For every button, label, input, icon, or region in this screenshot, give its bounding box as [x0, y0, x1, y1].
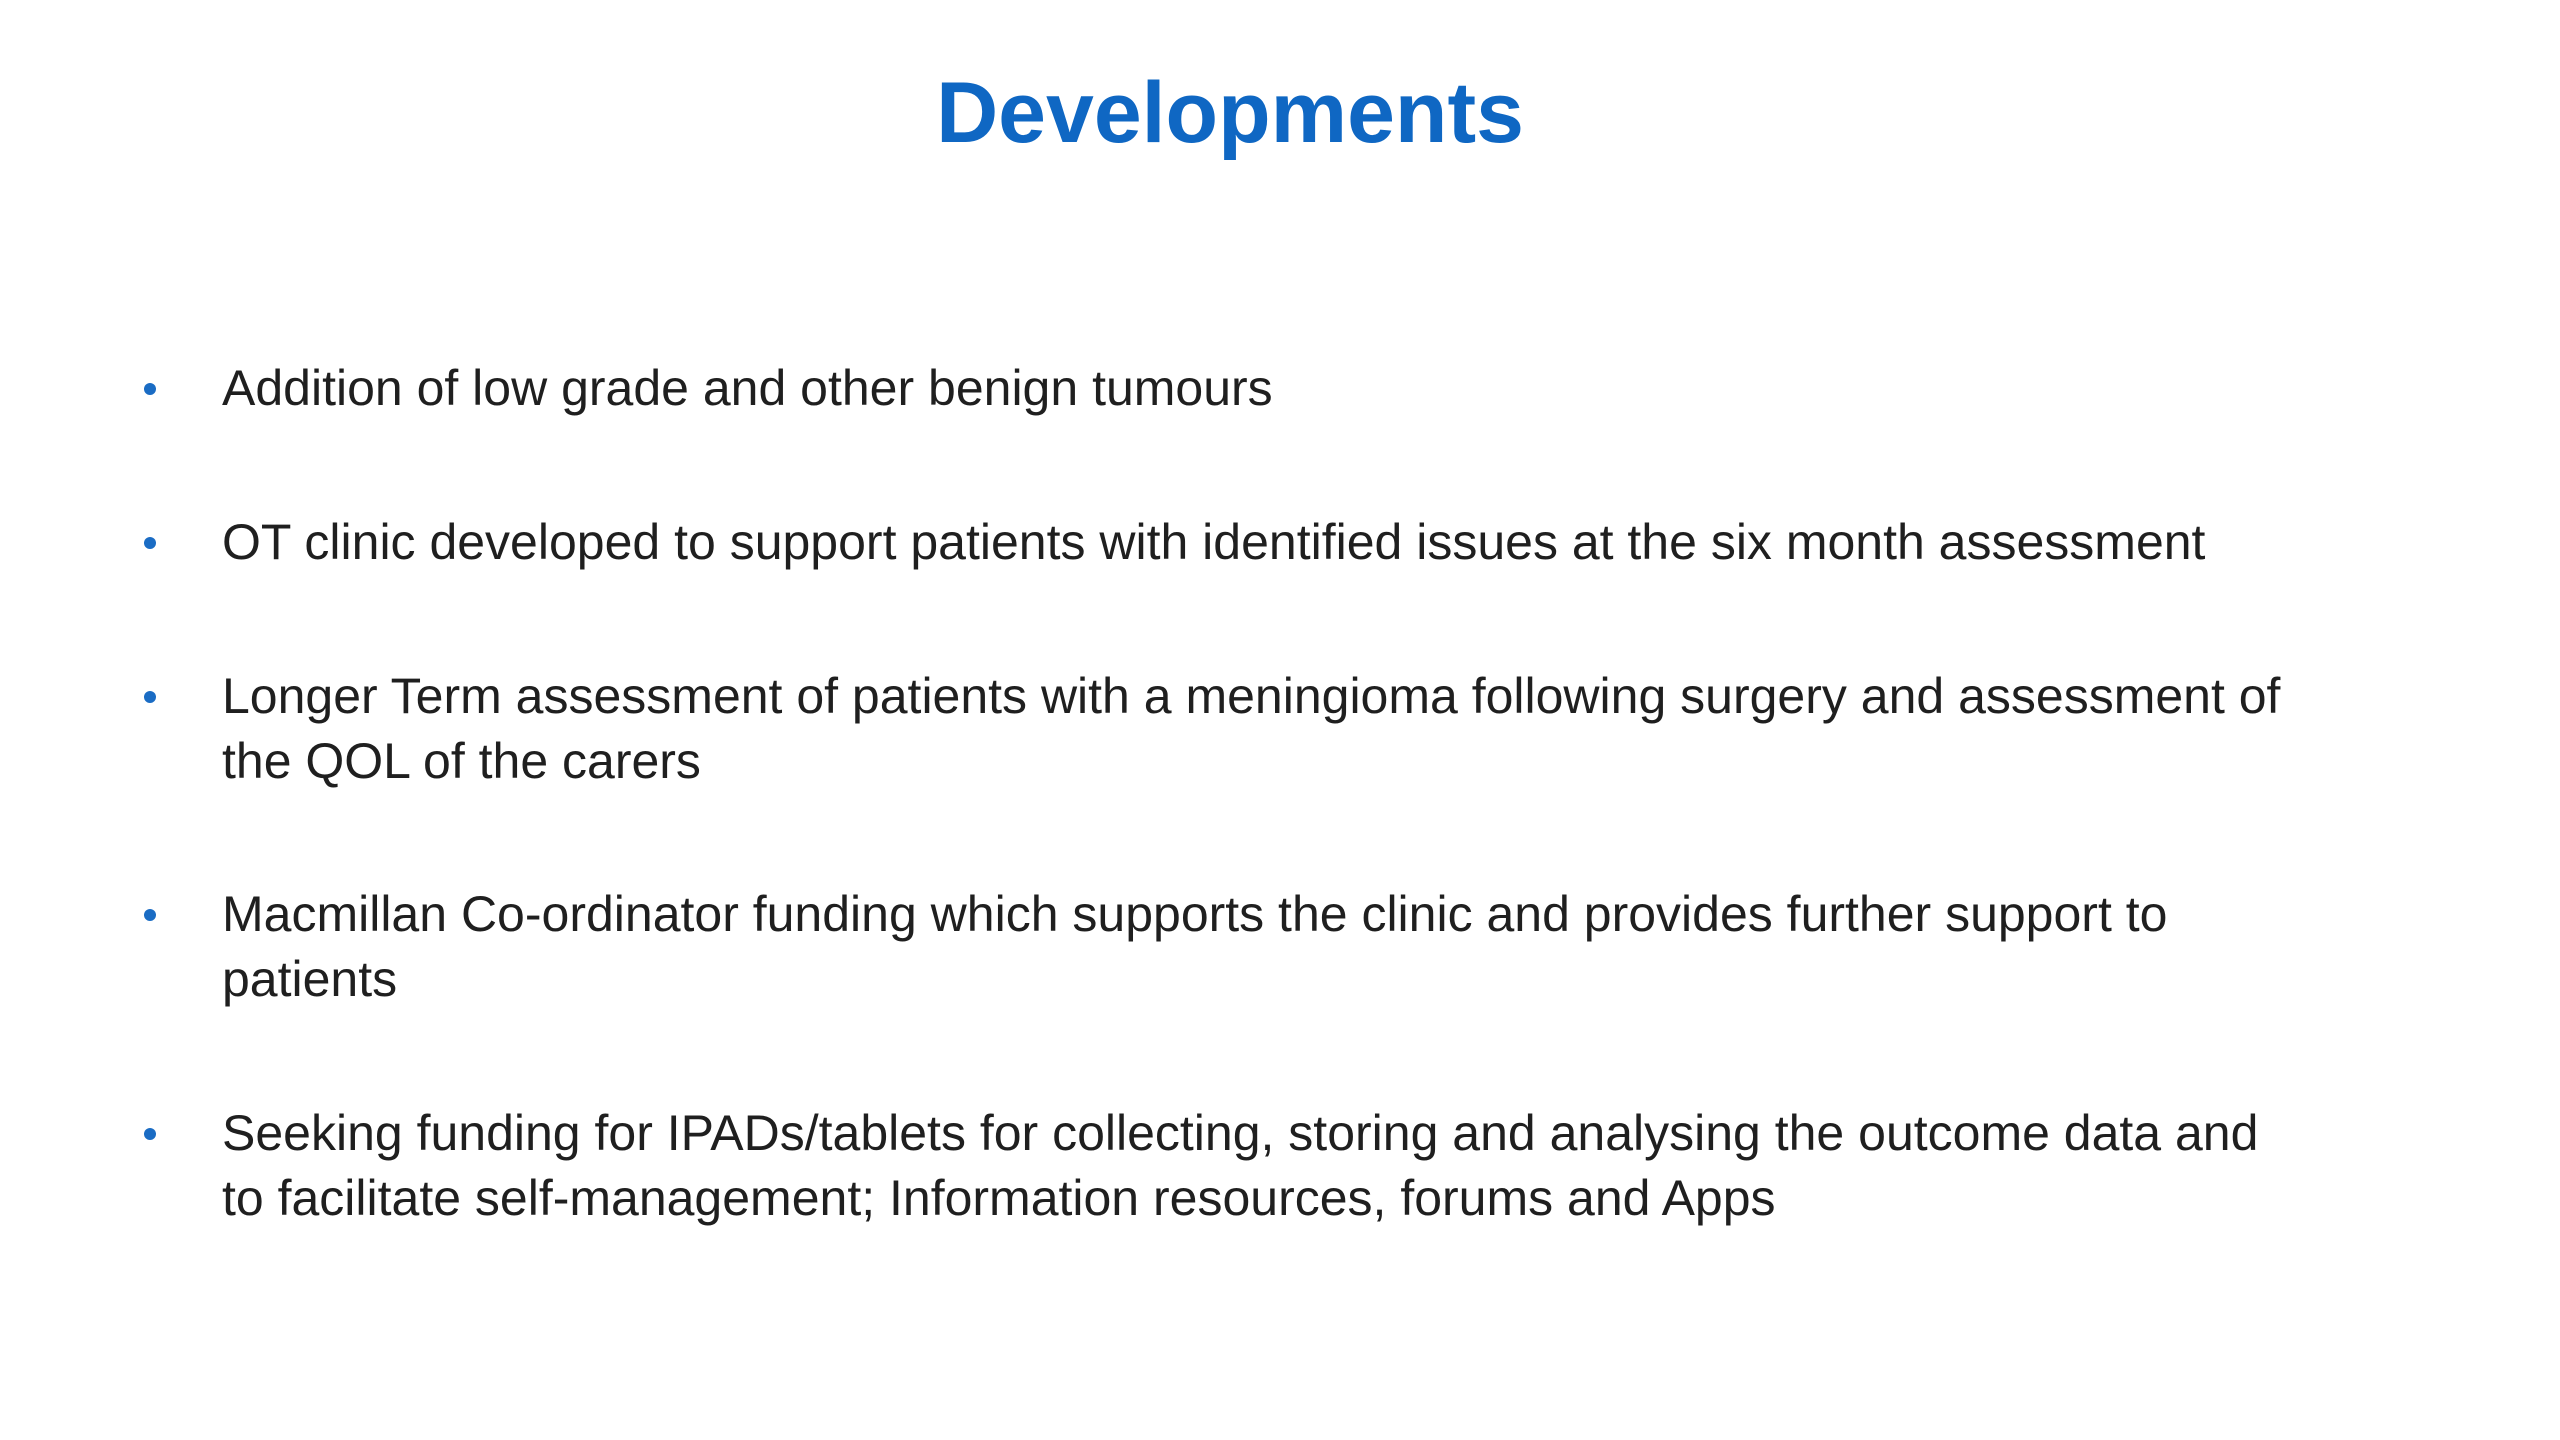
- bullet-text: Addition of low grade and other benign tumours: [222, 360, 1273, 416]
- bullet-text: Seeking funding for IPADs/tablets for collecting, storing and analysing the outcome data and to facilitate self-management; Information resources, forums and Apps: [222, 1105, 2259, 1226]
- slide-title: Developments: [936, 65, 1524, 161]
- bullet-dot-icon: [144, 537, 156, 549]
- bullet-text: Macmillan Co-ordinator funding which supports the clinic and provides further support to patients: [222, 886, 2168, 1007]
- bullet-text: Longer Term assessment of patients with a meningioma following surgery and assessment of the QOL of the carers: [222, 668, 2281, 789]
- bullet-dot-icon: [144, 383, 156, 395]
- bullet-dot-icon: [144, 1128, 156, 1140]
- bullet-dot-icon: [144, 909, 156, 921]
- bullet-text: OT clinic developed to support patients with identified issues at the six month assessment: [222, 514, 2206, 570]
- bullet-dot-icon: [144, 691, 156, 703]
